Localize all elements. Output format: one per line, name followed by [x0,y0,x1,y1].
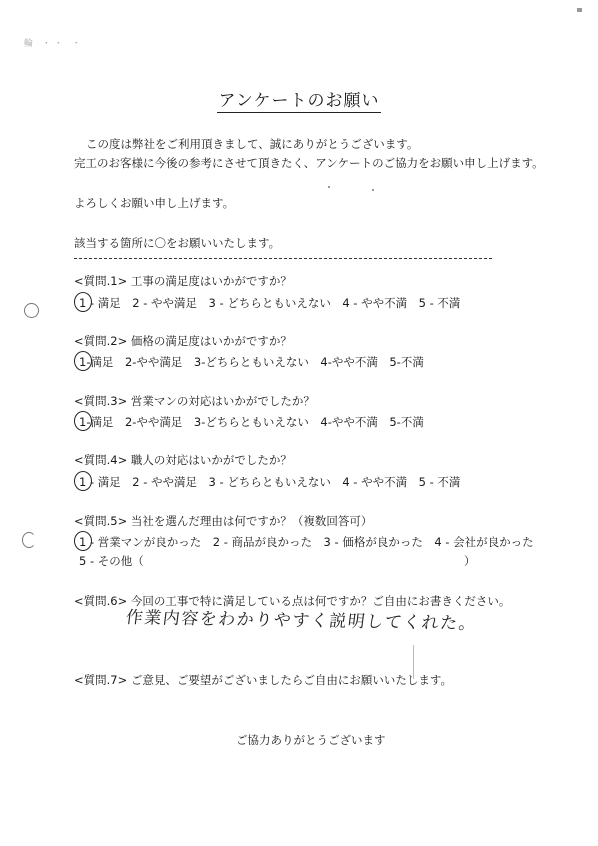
intro-line-2: 完工のお客様に今後の参考にさせて頂きたく、アンケートのご協力をお願い申し上げます。 [74,156,544,170]
question-1-label: <質問.1> 工事の満足度はいかがですか？ [74,274,292,288]
question-5-label: <質問.5> 当社を選んだ理由は何ですか？（複数回答可） [74,514,373,528]
scan-speck [328,186,330,188]
question-3-label: <質問.3> 営業マンの対応はいかがでしたか？ [74,394,315,408]
question-5-selected-circle [74,531,92,551]
intro-line-4: 該当する箇所に〇をお願いいたします。 [74,236,281,250]
question-2-options: 1-満足 2-やや満足 3-どちらともいえない 4-やや不満 5-不満 [79,355,424,369]
question-1-selected-circle [74,292,92,312]
intro-line-1: この度は弊社をご利用頂きまして、誠にありがとうございます。 [86,137,419,151]
dashed-divider [74,258,492,259]
question-7-label: <質問.7> ご意見、ご要望がございましたらご自由にお願いいたします。 [74,673,452,687]
scan-speck [372,189,374,191]
question-5-other: 5 - その他（ [79,554,144,568]
question-6-handwritten-answer: 作業内容をわかりやすく説明してくれた。 [124,607,479,635]
hole-punch-mark-bottom [22,532,36,548]
page-title: アンケートのお願い [218,91,380,111]
question-3-selected-circle [74,411,92,431]
question-4-label: <質問.4> 職人の対応はいかがでしたか？ [74,453,292,467]
scan-speck [577,8,582,12]
scan-noise-text: 輪 ・・ ・ [24,39,84,49]
intro-line-3: よろしくお願い申し上げます。 [74,196,235,210]
question-6-label: <質問.6> 今回の工事で特に満足している点は何ですか？ご自由にお書きください。 [74,594,511,608]
question-1-options: 1 - 満足 2 - やや満足 3 - どちらともいえない 4 - やや不満 5 - 不満 [79,296,461,310]
question-3-options: 1-満足 2-やや満足 3-どちらともいえない 4-やや不満 5-不満 [79,415,424,429]
question-2-selected-circle [74,351,92,371]
question-5-options: 1 - 営業マンが良かった 2 - 商品が良かった 3 - 価格が良かった 4 - 会社が良かった [79,535,534,549]
question-4-selected-circle [74,471,92,491]
question-5-other-close: ） [464,554,476,568]
question-4-options: 1 - 満足 2 - やや満足 3 - どちらともいえない 4 - やや不満 5 - 不満 [79,475,461,489]
question-2-label: <質問.2> 価格の満足度はいかがですか？ [74,334,292,348]
hole-punch-mark-top [24,303,39,318]
closing-message: ご協力ありがとうございます [236,733,386,747]
